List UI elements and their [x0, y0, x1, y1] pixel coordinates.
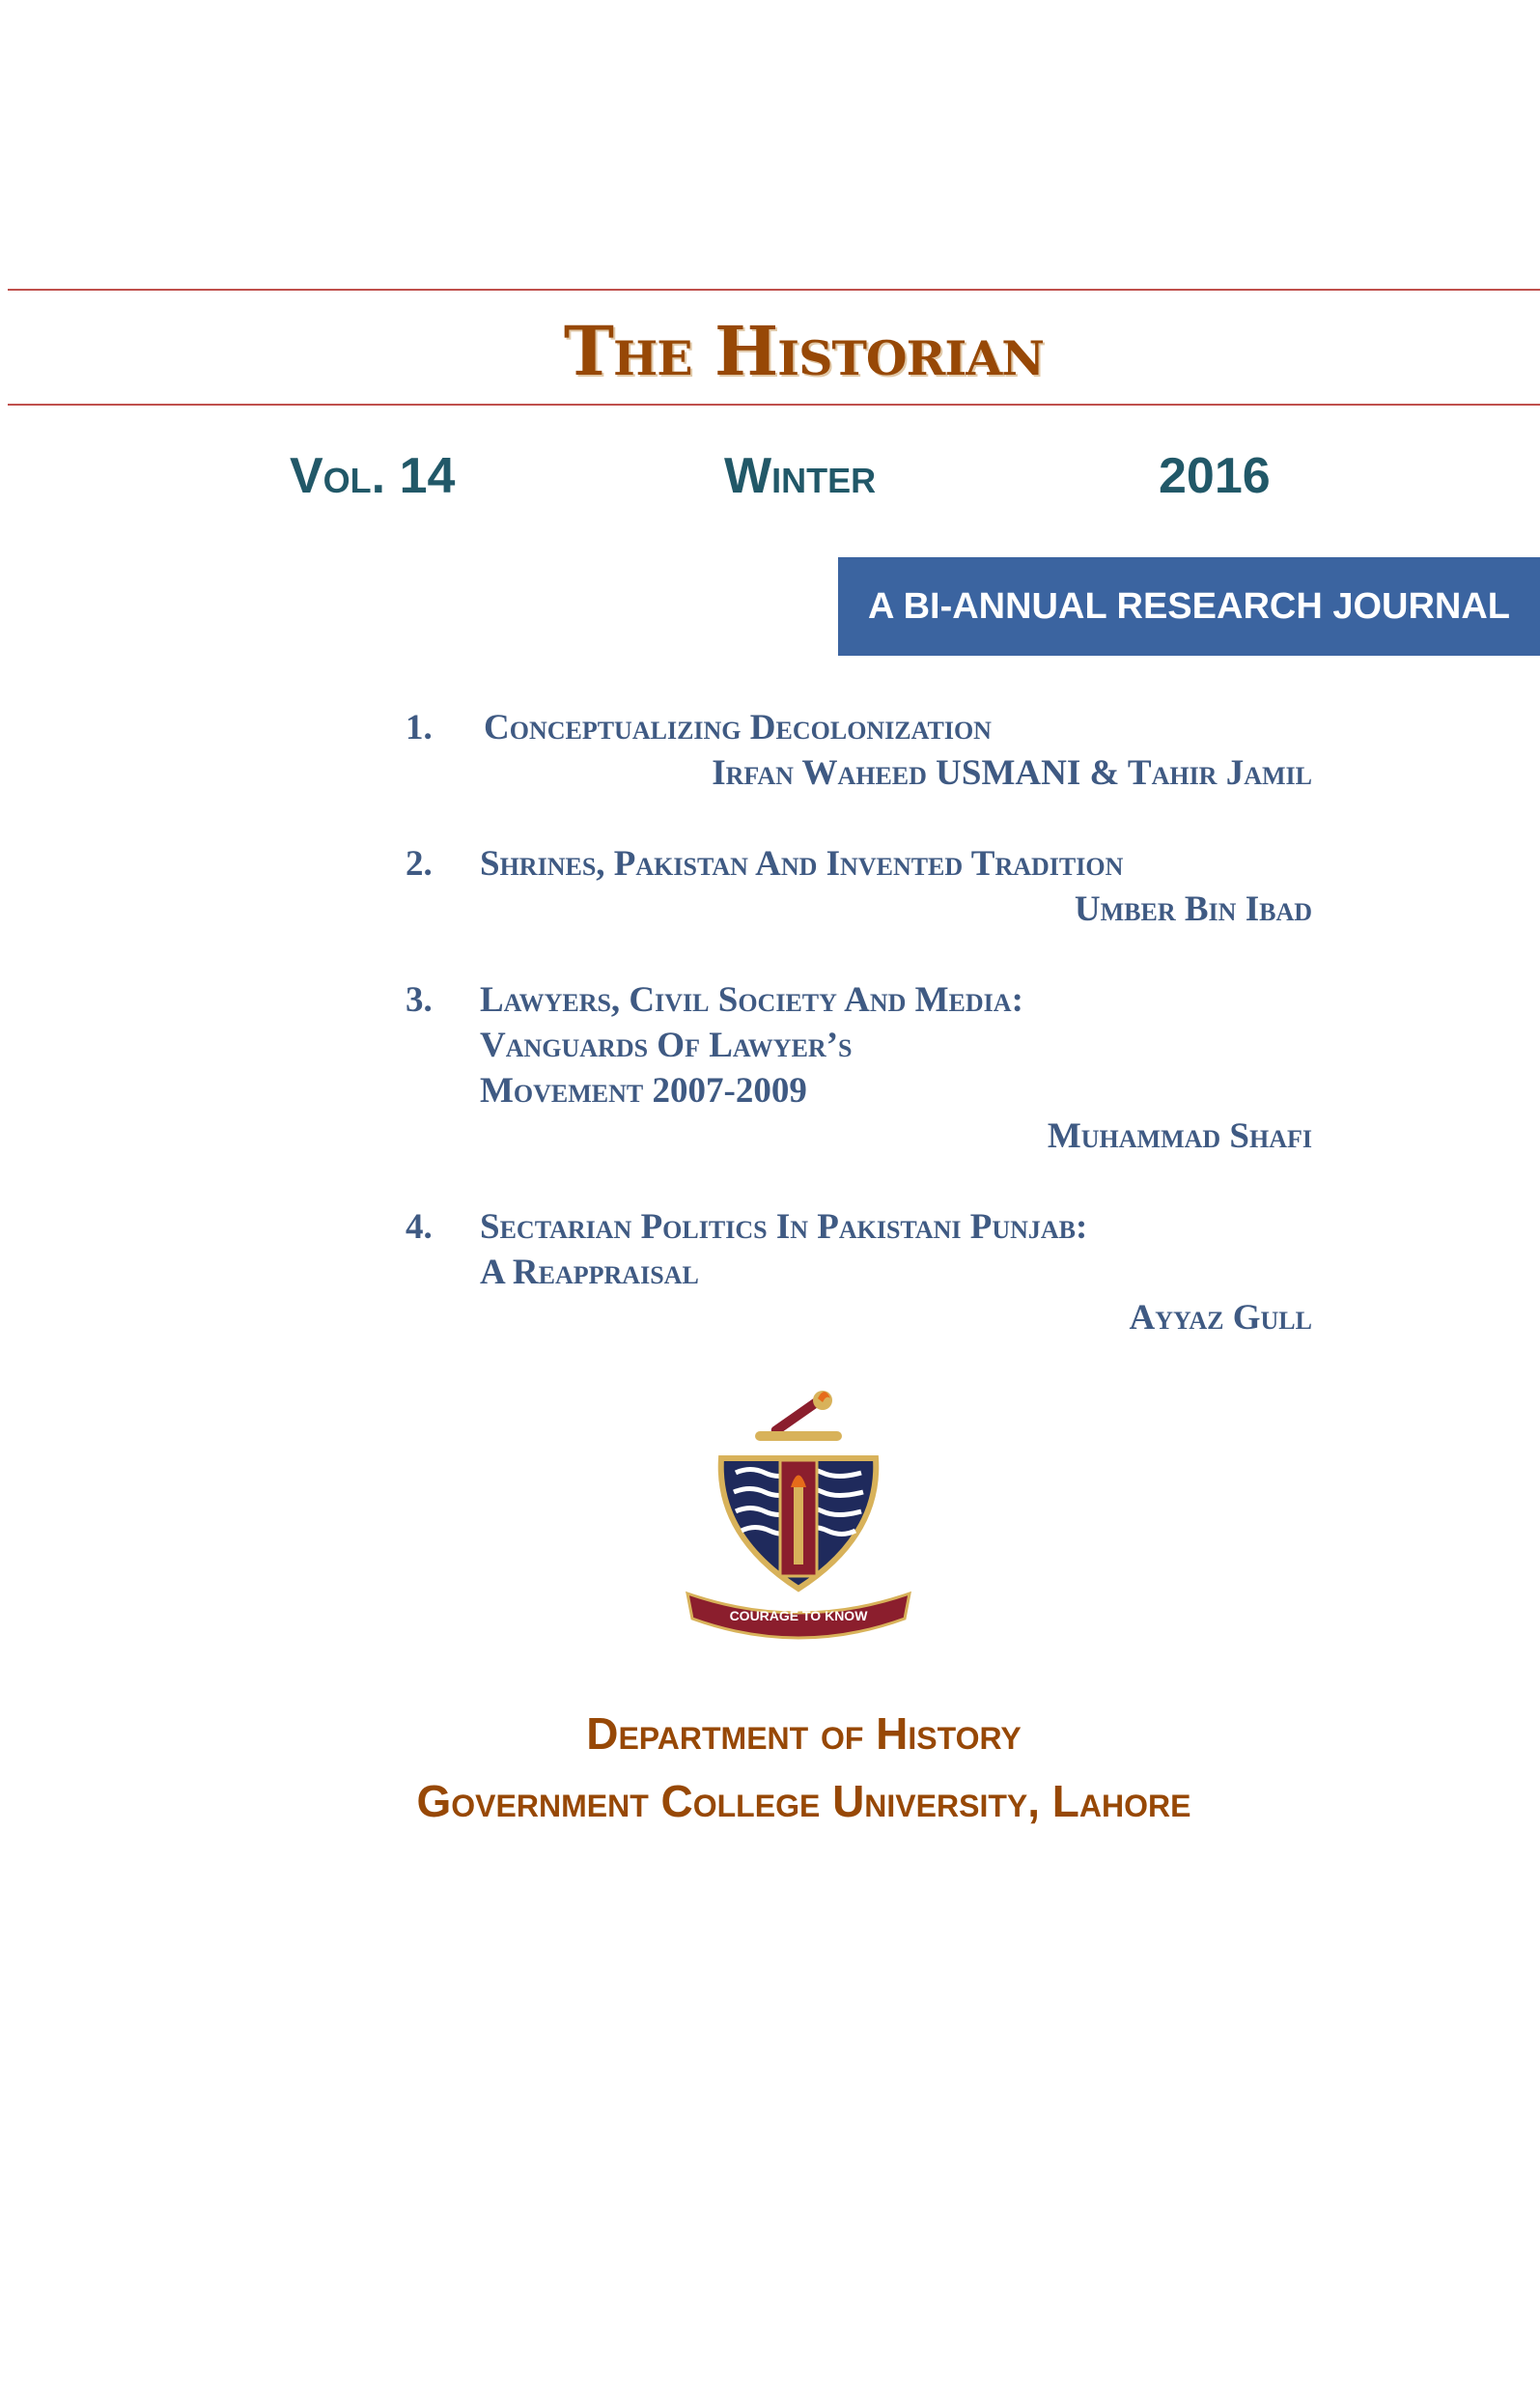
toc-entry-1-number: 1. [406, 708, 433, 747]
top-rule [8, 289, 1540, 291]
toc-entry-4-title-line-2: A Reappraisal [480, 1253, 699, 1292]
toc-entry-1-title: Conceptualizing Decolonization [484, 708, 992, 747]
journal-banner: A BI-ANNUAL RESEARCH JOURNAL [838, 557, 1540, 656]
toc-entry-4-number: 4. [406, 1207, 433, 1247]
journal-title: The Historian [563, 311, 1045, 391]
crest-motto: COURAGE TO KNOW [729, 1608, 868, 1623]
toc-entry-4-author: Ayyaz Gull [1129, 1298, 1312, 1338]
department-name: Department of History [586, 1708, 1022, 1759]
year-label: 2016 [1159, 448, 1271, 504]
crest-torch-icon [755, 1391, 842, 1441]
crest-shield-icon [721, 1458, 877, 1589]
toc-entry-3-number: 3. [406, 980, 433, 1020]
toc-entry-1-author: Irfan Waheed USMANI & Tahir Jamil [712, 753, 1312, 793]
university-crest-logo [678, 1391, 919, 1642]
toc-entry-3-author: Muhammad Shafi [1047, 1116, 1312, 1156]
bottom-rule [8, 404, 1540, 406]
toc-entry-2-author: Umber Bin Ibad [1074, 889, 1312, 929]
volume-label: Vol. 14 [290, 448, 456, 504]
university-name: Government College University, Lahore [416, 1776, 1191, 1826]
crest-ribbon [687, 1593, 910, 1638]
toc-entry-3-title-line-2: Vanguards Of Lawyer’s [480, 1026, 853, 1065]
season-label: Winter [724, 448, 877, 504]
toc-entry-3-title-line-1: Lawyers, Civil Society And Media: [480, 980, 1023, 1020]
toc-entry-2-number: 2. [406, 844, 433, 884]
toc-entry-2-title: Shrines, Pakistan And Invented Tradition [480, 844, 1124, 884]
toc-entry-4-title-line-1: Sectarian Politics In Pakistani Punjab: [480, 1207, 1088, 1247]
toc-entry-3-title-line-3: Movement 2007-2009 [480, 1071, 807, 1111]
